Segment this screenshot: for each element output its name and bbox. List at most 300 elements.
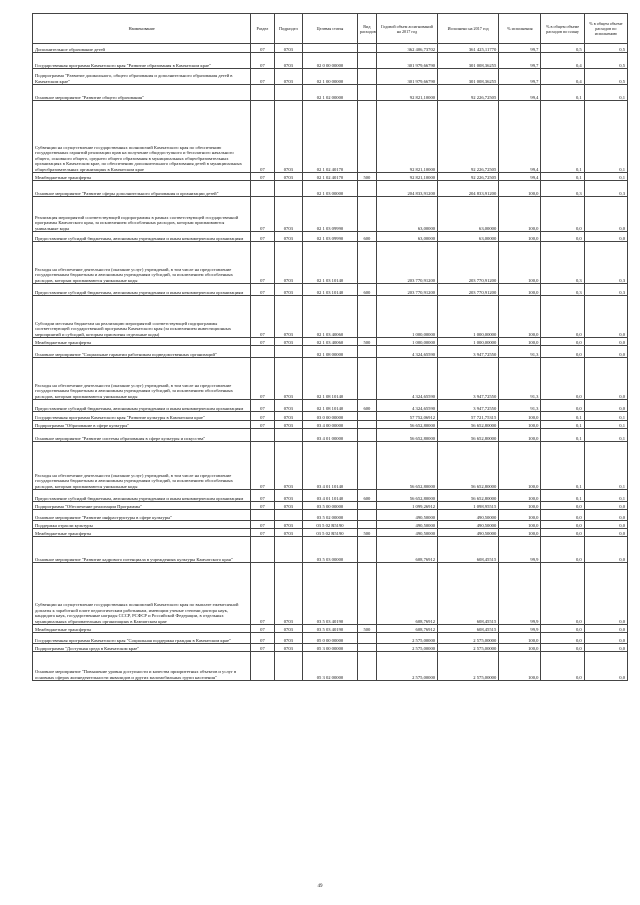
row-plan: 608,76912 [376,625,437,633]
header-name: Наименование [33,14,251,44]
row-pct: 99,9 [499,537,541,563]
row-pct: 91,3 [499,358,541,400]
row-name: Расходы на обеспечение деятельности (оказание услуг) учреждений, в том числе на предоставление государственным бюджетным и автономным учреждениям субсидий, за исключением обособленных расходов, которым присваиваются уникальные коды [33,442,251,490]
header-plan: Годовой объем ассигнований на 2017 год [376,14,437,44]
row-ispolneno: 92 226,72505 [438,85,499,101]
row-share-fact: 0,3 [584,242,627,284]
row-razdel: 07 [251,633,274,644]
row-razdel: 07 [251,421,274,429]
row-statya: 02 1 02 40170 [303,173,358,181]
row-vid [357,85,376,101]
row-name: Основное мероприятие "Развитие кадрового потенциала в учреждениях культуры Камчатского края" [33,537,251,563]
row-ispolneno: 490,50000 [438,510,499,521]
row-plan: 362 406,73702 [376,44,437,53]
row-vid [357,537,376,563]
row-ispolneno: 57 721,75315 [438,412,499,421]
row-share-plan: 0,0 [541,296,584,338]
row-razdel [251,346,274,358]
row-pct: 100,0 [499,296,541,338]
row-razdel: 07 [251,412,274,421]
row-podrazdel: 0703 [274,490,302,502]
row-statya: 05 3 02 00000 [303,652,358,681]
row-pct: 100,0 [499,338,541,346]
row-statya: 03 5 03 00000 [303,537,358,563]
row-plan: 56 652,80000 [376,490,437,502]
row-statya: 02 1 08 10140 [303,400,358,412]
row-share-fact: 0,1 [584,173,627,181]
row-razdel: 07 [251,502,274,510]
row-pct: 100,0 [499,181,541,197]
row-pct: 100,0 [499,652,541,681]
row-ispolneno: 1 000,00000 [438,296,499,338]
row-pct: 100,0 [499,502,541,510]
row-razdel: 07 [251,490,274,502]
table-row [33,284,628,296]
row-statya: 03 5 03 40190 [303,625,358,633]
row-plan: 490,50000 [376,521,437,529]
row-vid [357,563,376,625]
header-podrazdel: Подраздел [274,14,302,44]
row-plan: 56 652,80000 [376,442,437,490]
row-share-fact: 0,1 [584,412,627,421]
row-pct: 100,0 [499,232,541,242]
row-podrazdel [274,510,302,521]
table-row [33,510,628,521]
row-plan: 301 979,66790 [376,53,437,69]
row-ispolneno: 63,00000 [438,232,499,242]
table-row [33,85,628,101]
row-pct: 99,7 [499,53,541,69]
row-plan: 2 575,00000 [376,652,437,681]
row-share-plan: 0,0 [541,502,584,510]
row-statya: 05 3 00 00000 [303,644,358,652]
row-name: Основное мероприятие "Развитие системы образования в сфере культуры и искусства" [33,429,251,442]
row-pct: 100,0 [499,490,541,502]
row-plan: 2 575,00000 [376,644,437,652]
header-share-fact: % в общем объеме расходов по исполнению [584,14,627,44]
row-ispolneno: 608,45515 [438,563,499,625]
row-statya: 02 1 08 10140 [303,358,358,400]
row-vid: 500 [357,173,376,181]
table-row [33,529,628,537]
row-podrazdel: 0703 [274,44,302,53]
row-name: Подпрограмма "Доступная среда в Камчатском крае" [33,644,251,652]
table-row [33,644,628,652]
row-share-plan: 0,0 [541,232,584,242]
row-share-fact: 0,0 [584,644,627,652]
row-plan: 608,76912 [376,563,437,625]
table-row [33,521,628,529]
row-vid [357,521,376,529]
row-ispolneno: 490,50000 [438,529,499,537]
table-row [33,633,628,644]
row-statya: 05 0 00 00000 [303,633,358,644]
row-share-fact: 0,5 [584,44,627,53]
row-pct: 91,3 [499,346,541,358]
row-razdel: 07 [251,101,274,173]
row-vid [357,69,376,85]
row-pct: 100,0 [499,197,541,232]
row-share-plan: 0,0 [541,537,584,563]
row-share-plan: 0,3 [541,181,584,197]
row-podrazdel [274,429,302,442]
row-share-plan: 0,0 [541,644,584,652]
row-razdel: 07 [251,232,274,242]
row-name: Основное мероприятие "Развитие общего образования" [33,85,251,101]
row-statya: 02 1 03 10140 [303,242,358,284]
row-share-fact: 0,0 [584,625,627,633]
row-name: Подпрограмма "Обеспечение реализации Программы" [33,502,251,510]
table-row [33,44,628,53]
table-row [33,421,628,429]
row-razdel: 07 [251,442,274,490]
row-share-fact: 0,0 [584,197,627,232]
row-statya: 03 4 01 10140 [303,442,358,490]
row-razdel [251,181,274,197]
row-podrazdel: 0703 [274,400,302,412]
row-share-plan: 0,1 [541,85,584,101]
row-share-fact: 0,3 [584,181,627,197]
row-podrazdel: 0703 [274,563,302,625]
row-pct: 100,0 [499,242,541,284]
table-row [33,232,628,242]
page-number: 49 [317,884,323,889]
row-podrazdel [274,346,302,358]
row-share-fact: 0,0 [584,563,627,625]
row-podrazdel: 0703 [274,53,302,69]
row-pct: 100,0 [499,442,541,490]
row-vid [357,296,376,338]
header-statya: Целевая статья [303,14,358,44]
row-plan: 63,00000 [376,232,437,242]
row-share-fact: 0,3 [584,284,627,296]
row-ispolneno: 3 947,72550 [438,358,499,400]
row-share-fact: 0,0 [584,346,627,358]
row-plan: 92 821,10000 [376,101,437,173]
row-vid [357,421,376,429]
row-razdel: 07 [251,400,274,412]
row-statya: 02 1 03 40060 [303,296,358,338]
row-name: Предоставление субсидий бюджетным, автономным учреждениям и иным некоммерческим организациям [33,232,251,242]
table-row [33,296,628,338]
table-row [33,490,628,502]
row-pct: 100,0 [499,429,541,442]
table-row [33,338,628,346]
row-statya: 03 4 00 00000 [303,421,358,429]
row-razdel: 07 [251,563,274,625]
row-plan: 203 770,91200 [376,242,437,284]
row-podrazdel: 0703 [274,296,302,338]
row-share-fact: 0,0 [584,510,627,521]
row-share-plan: 0,1 [541,429,584,442]
row-share-fact: 0,0 [584,232,627,242]
row-share-plan: 0,4 [541,53,584,69]
table-row [33,652,628,681]
row-vid [357,429,376,442]
table-row [33,101,628,173]
row-vid [357,510,376,521]
row-ispolneno: 2 575,00000 [438,644,499,652]
row-name: Государственная программа Камчатского края "Развитие образования в Камчатском крае" [33,53,251,69]
row-share-fact: 0,0 [584,633,627,644]
row-share-plan: 0,5 [541,44,584,53]
row-share-plan: 0,1 [541,442,584,490]
row-razdel: 07 [251,296,274,338]
row-plan: 1 000,00000 [376,338,437,346]
row-podrazdel: 0703 [274,502,302,510]
row-podrazdel: 0703 [274,633,302,644]
table-row [33,197,628,232]
row-pct: 100,0 [499,529,541,537]
row-podrazdel: 0703 [274,284,302,296]
row-podrazdel: 0703 [274,625,302,633]
row-plan: 490,50000 [376,510,437,521]
row-vid [357,358,376,400]
row-razdel: 07 [251,197,274,232]
row-share-fact: 0,0 [584,502,627,510]
row-vid: 600 [357,284,376,296]
row-statya: 03 4 01 00000 [303,429,358,442]
row-razdel: 07 [251,625,274,633]
row-share-fact: 0,0 [584,296,627,338]
row-pct: 99,4 [499,173,541,181]
row-plan: 92 821,10000 [376,173,437,181]
row-statya [303,44,358,53]
row-ispolneno: 608,45515 [438,625,499,633]
row-podrazdel [274,652,302,681]
row-ispolneno: 608,45515 [438,537,499,563]
row-name: Межбюджетные трансферты [33,338,251,346]
row-pct: 99,7 [499,44,541,53]
row-name: Дополнительное образование детей [33,44,251,53]
row-vid [357,181,376,197]
row-name: Государственная программа Камчатского края "Социальная поддержка граждан в Камчатском крае" [33,633,251,644]
row-plan: 2 575,00000 [376,633,437,644]
row-share-plan: 0,0 [541,563,584,625]
table-header-row [33,14,628,44]
row-ispolneno: 301 008,36255 [438,53,499,69]
row-pct: 100,0 [499,633,541,644]
row-ispolneno: 301 008,36255 [438,69,499,85]
row-statya: 02 1 03 09990 [303,232,358,242]
row-share-plan: 0,1 [541,173,584,181]
row-razdel [251,537,274,563]
row-pct: 99,4 [499,101,541,173]
row-name: Межбюджетные трансферты [33,625,251,633]
row-name: Субсидии местным бюджетам на реализацию мероприятий соответствующей подпрограммы соответствующей государственной программы Камчатского края (за исключением инвестиционных мероприятий и субсидий, которым присвоены отдельные коды) [33,296,251,338]
row-name: Предоставление субсидий бюджетным, автономным учреждениям и иным некоммерческим организациям [33,490,251,502]
row-podrazdel: 0703 [274,338,302,346]
row-pct: 99,9 [499,563,541,625]
row-vid [357,442,376,490]
row-share-plan: 0,0 [541,197,584,232]
row-ispolneno: 204 833,91200 [438,181,499,197]
row-share-fact: 0,0 [584,652,627,681]
row-pct: 91,3 [499,400,541,412]
row-podrazdel: 0703 [274,644,302,652]
row-name: Подпрограмма "Образование в сфере культуры" [33,421,251,429]
table-row [33,563,628,625]
budget-report-page [32,13,628,681]
row-statya: 02 1 08 00000 [303,346,358,358]
row-name: Реализация мероприятий соответствующей подпрограммы в рамках соответствующей государственной программы Камчатского края, за исключением обособленных расходов, которым присваиваются уникальные коды [33,197,251,232]
row-razdel: 07 [251,284,274,296]
row-name: Межбюджетные трансферты [33,173,251,181]
row-statya: 03 5 02 00000 [303,510,358,521]
row-pct: 99,9 [499,625,541,633]
row-podrazdel: 0703 [274,242,302,284]
row-share-fact: 0,1 [584,490,627,502]
table-row [33,442,628,490]
row-plan: 4 324,65590 [376,400,437,412]
table-row [33,625,628,633]
row-share-fact: 0,0 [584,521,627,529]
row-razdel: 07 [251,338,274,346]
row-razdel: 07 [251,53,274,69]
row-share-plan: 0,0 [541,400,584,412]
row-razdel [251,429,274,442]
row-statya: 03 5 03 40190 [303,563,358,625]
row-share-plan: 0,0 [541,358,584,400]
row-ispolneno: 56 652,80000 [438,429,499,442]
row-vid [357,644,376,652]
header-ispolneno: Исполнено на 2017 год [438,14,499,44]
row-share-plan: 0,3 [541,284,584,296]
row-statya: 02 1 03 10140 [303,284,358,296]
row-ispolneno: 203 770,91200 [438,284,499,296]
row-podrazdel: 0703 [274,442,302,490]
row-share-fact: 0,0 [584,537,627,563]
row-statya: 03 5 02 R5190 [303,529,358,537]
row-share-plan: 0,1 [541,490,584,502]
row-podrazdel: 0703 [274,421,302,429]
row-statya: 02 1 02 00000 [303,85,358,101]
row-pct: 100,0 [499,510,541,521]
row-podrazdel [274,85,302,101]
row-share-plan: 0,0 [541,529,584,537]
row-plan: 56 652,80000 [376,429,437,442]
row-podrazdel [274,537,302,563]
table-row [33,502,628,510]
row-pct: 100,0 [499,644,541,652]
row-razdel: 07 [251,358,274,400]
row-share-fact: 0,1 [584,442,627,490]
row-podrazdel: 0703 [274,69,302,85]
row-name: Основное мероприятие "Развитие инфраструктуры в сфере культуры" [33,510,251,521]
row-ispolneno: 1 000,00000 [438,338,499,346]
row-name: Государственная программа Камчатского края "Развитие культуры в Камчатском крае" [33,412,251,421]
row-name: Субвенции на осуществление государственных полномочий Камчатского края по выплате ежемесячной доплаты к заработной плате педагогическим работникам, имеющим ученые степени доктора наук, кандидата наук, государственные награды СССР, РСФСР и Российской Федерации, в отдельных муниципальных образовательных организациях в Камчатском крае [33,563,251,625]
row-statya: 02 1 03 00000 [303,181,358,197]
row-razdel: 07 [251,69,274,85]
row-razdel: 07 [251,242,274,284]
row-ispolneno: 56 652,80000 [438,490,499,502]
row-name: Подпрограмма "Развитие дошкольного, общего образования и дополнительного образования детей в Камчатском крае" [33,69,251,85]
row-share-fact: 0,0 [584,338,627,346]
row-vid [357,412,376,421]
table-row [33,53,628,69]
row-vid: 500 [357,338,376,346]
row-podrazdel: 0703 [274,412,302,421]
row-share-plan: 0,3 [541,242,584,284]
row-statya: 03 4 01 10140 [303,490,358,502]
row-pct: 99,7 [499,69,541,85]
row-razdel: 07 [251,521,274,529]
row-pct: 99,4 [499,85,541,101]
row-name: Межбюджетные трансферты [33,529,251,537]
row-statya: 02 1 03 40060 [303,338,358,346]
row-vid [357,44,376,53]
table-row [33,181,628,197]
row-ispolneno: 63,00000 [438,197,499,232]
row-plan: 1 000,00000 [376,296,437,338]
row-share-fact: 0,1 [584,421,627,429]
row-plan: 4 324,65590 [376,358,437,400]
row-razdel: 07 [251,44,274,53]
row-share-fact: 0,0 [584,400,627,412]
row-name: Основное мероприятие "Социальные гарантии работникам подведомственных организаций" [33,346,251,358]
row-razdel [251,85,274,101]
row-share-plan: 0,0 [541,338,584,346]
row-plan: 203 770,91200 [376,284,437,296]
row-share-fact: 0,1 [584,429,627,442]
table-row [33,242,628,284]
row-ispolneno: 92 226,72505 [438,173,499,181]
row-name: Расходы на обеспечение деятельности (оказание услуг) учреждений, в том числе на предоставление государственным бюджетным и автономным учреждениям субсидий, за исключением обособленных расходов, которым присваиваются уникальные коды [33,358,251,400]
row-share-fact: 0,5 [584,53,627,69]
row-podrazdel: 0703 [274,173,302,181]
row-ispolneno: 2 575,00000 [438,652,499,681]
row-podrazdel: 0703 [274,101,302,173]
row-plan: 57 752,06912 [376,412,437,421]
row-ispolneno: 203 770,91200 [438,242,499,284]
row-share-plan: 0,0 [541,510,584,521]
row-share-fact: 0,0 [584,529,627,537]
row-share-fact: 0,1 [584,101,627,173]
row-vid: 600 [357,400,376,412]
row-share-plan: 0,0 [541,652,584,681]
table-row [33,537,628,563]
budget-table [32,13,628,681]
row-vid: 500 [357,625,376,633]
row-vid [357,346,376,358]
row-plan: 56 652,80000 [376,421,437,429]
row-plan: 92 821,10000 [376,85,437,101]
row-statya: 03 0 00 00000 [303,412,358,421]
row-pct: 100,0 [499,284,541,296]
row-share-plan: 0,1 [541,412,584,421]
row-plan: 490,50000 [376,529,437,537]
row-podrazdel: 0703 [274,358,302,400]
row-share-fact: 0,0 [584,358,627,400]
row-podrazdel: 0703 [274,197,302,232]
row-share-plan: 0,1 [541,101,584,173]
header-pct: % исполнения [499,14,541,44]
row-vid: 500 [357,529,376,537]
row-vid [357,633,376,644]
row-share-plan: 0,4 [541,69,584,85]
row-share-plan: 0,0 [541,625,584,633]
row-ispolneno: 3 947,72550 [438,346,499,358]
row-ispolneno: 3 947,72550 [438,400,499,412]
row-statya: 02 1 00 00000 [303,69,358,85]
table-row [33,358,628,400]
header-vid: Вид расходов [357,14,376,44]
row-share-plan: 0,0 [541,521,584,529]
row-pct: 100,0 [499,521,541,529]
row-name: Субвенции на осуществление государственных полномочий Камчатского края по обеспечению государственных гарантий реализации прав на получение общедоступного и бесплатного начального общего, основного общего, среднего общего образования в муниципальных общеобразовательных организациях в Камчатском крае, по обеспечению дополнительного образования детей в муниципальных общеобразовательных организациях в Камчатском крае [33,101,251,173]
row-statya: 02 1 02 40170 [303,101,358,173]
